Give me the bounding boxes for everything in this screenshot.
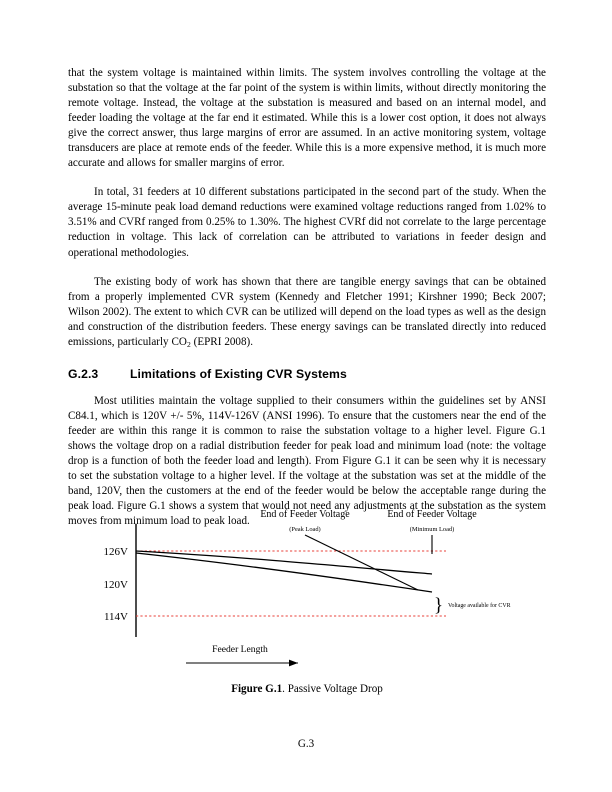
paragraph-feeder-study: In total, 31 feeders at 10 different substations participated in the second part of the study. When the average 15-minute peak load demand reductions were examined voltage reductions ranged from 1.02% to 3.51% and CVRf ranged from 0.25% to 1.30%. The highest CVRf did not correlate to the large percentage reduction in voltage. This lack of correlation can be attributed to variations in feeder design and operational methodologies.	[68, 186, 546, 259]
paragraph-energy-savings	[68, 275, 546, 352]
ytick-label-120v: 120V	[103, 579, 128, 591]
curve-peak-load	[136, 553, 432, 592]
cvr-brace-label: Voltage available for CVR	[448, 603, 511, 609]
x-axis-label: Feeder Length	[212, 644, 268, 655]
section-heading	[68, 366, 546, 382]
paragraph-monitoring: that the system voltage is maintained within limits. The system involves controlling the voltage at the substation so that the voltage at the far point of the system is within limits, without directly monitoring the remote voltage. Instead, the voltage at the substation is measured and based on an internal model, and feeder loading the voltage at the far end it estimated. While this is a lower cost option, it does not always give the correct answer, thus large margins of error are assumed. In an active monitoring system, voltage transducers are place at remote ends of the feeder. While this is a more expensive method, it is much more accurate and allows for smaller margins of error.	[68, 67, 546, 170]
page-number: G.3	[297, 738, 315, 750]
ytick-label-114v: 114V	[103, 611, 128, 623]
text-column	[68, 66, 546, 543]
cvr-brace-glyph: }	[434, 595, 444, 616]
figure-caption	[68, 682, 546, 696]
section-number: G.2.3	[68, 366, 99, 381]
annotation-peak-load-subtitle: (Peak Load)	[289, 526, 321, 533]
annotation-peak-load-title: End of Feeder Voltage	[260, 509, 350, 520]
section-title: Limitations of Existing CVR Systems	[130, 366, 347, 381]
ytick-label-126v: 126V	[103, 546, 128, 558]
figure-caption-label: Figure G.1	[231, 683, 283, 695]
paragraph-energy-savings-before: The existing body of work has shown that there are tangible energy savings that can be obtained from a properly implemented CVR system (Kennedy and Fletcher 1991; Kirshner 1990; Beck 2007; Wilson 2002). The extent to which CVR can be utilized will depend on the load types as well as the design and construction of the distribution feeders. These energy savings can be translated directly into reduced emissions, particularly CO	[68, 275, 546, 348]
annotation-minimum-load-title: End of Feeder Voltage	[387, 509, 477, 520]
x-axis-arrow-head	[289, 660, 298, 667]
co2-subscript: 2	[186, 339, 191, 349]
paragraph-energy-savings-after: (EPRI 2008).	[190, 335, 253, 348]
annotation-minimum-load-subtitle: (Minimum Load)	[409, 526, 455, 533]
figure-caption-text: . Passive Voltage Drop	[282, 683, 383, 695]
figure-passive-voltage-drop	[68, 500, 546, 700]
voltage-drop-chart	[68, 500, 546, 678]
paragraph-ansi-limits: Most utilities maintain the voltage supplied to their consumers within the guidelines set by ANSI C84.1, which is 120V +/- 5%, 114V-126V (ANSI 1996). To ensure that the customers near the end of the feeder are within this range it is common to raise the substation voltage to a higher level. Figure G.1 shows the voltage drop on a radial distribution feeder for peak load and minimum load (note: the voltage drop is a function of both the feeder load and length). From Figure G.1 it can be seen why it is necessary to set the substation voltage to a higher level. If the voltage at the substation was set at the middle of the band, 120V, then the customers at the end of the feeder would be below the acceptable range during the peak load. Figure G.1 shows a system that would not need any adjustments at the substation as the system moves from minimum load to peak load.	[68, 394, 546, 528]
